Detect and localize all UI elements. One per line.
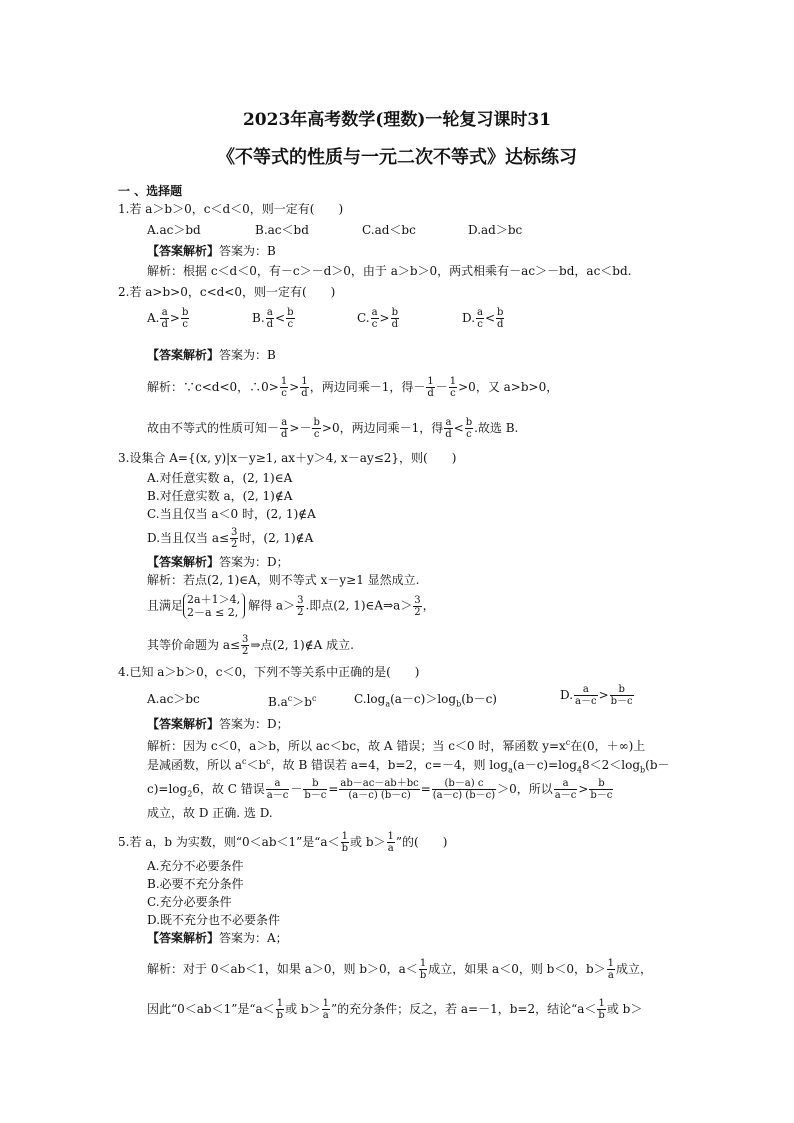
q4-option-c: $C.\log_a(a-c)>\log_b(b-c)$ — [354, 692, 497, 709]
q3-answer: 【答案解析】答案为：D； — [147, 555, 289, 569]
q5-stem: 5.若 a，b 为实数，则“0＜ab＜1”是“a＜ $\frac{1}{b}$ 或 b＞ $\frac{1}{a}$ ”的( ) — [118, 831, 448, 854]
q3-option-a: A.对任意实数 a，(2, 1)∈A — [147, 471, 293, 485]
q2-option-c: C. $\frac{a}{c}$ > $\frac{b}{d}$ — [357, 307, 399, 330]
q5-option-a: A.充分不必要条件 — [147, 859, 244, 873]
q3-option-b: B.对任意实数 a，(2, 1)∉A — [147, 489, 293, 503]
q4-explanation-1: 解析：因为 c＜0，a＞b，所以 ac＜bc，故 A 错误；当 c＜0 时，幂函数 $y=x^c$在(0，＋∞)上 — [147, 738, 646, 753]
q3-option-c: C.当且仅当 a＜0 时，(2, 1)∉A — [147, 507, 316, 521]
q4-option-a: A.ac＞bc — [147, 692, 200, 706]
q1-stem: 1.若 a＞b＞0，c＜d＜0，则一定有( ) — [118, 202, 344, 216]
section-heading: 一 、选择题 — [118, 184, 183, 198]
q5-explanation-1: 解析：对于 0＜ab＜1，如果 a＞0，则 b＞0，a＜ $\frac{1}{b}$ 成立，如果 a＜0，则 b＜0，b＞ $\frac{1}{a}$ 成立， — [147, 958, 653, 981]
q2-answer: 【答案解析】答案为：B — [147, 348, 276, 362]
q5-explanation-2: 因此“0＜ab＜1”是“a＜ $\frac{1}{b}$ 或 b＞ $\frac{1}{a}$ ”的充分条件；反之，若 a=－1，b=2，结论“a＜ $\frac{1}{b}$ 或 b＞ — [147, 998, 643, 1021]
q2-stem: 2.若 a>b>0，c<d<0，则一定有( ) — [118, 285, 336, 299]
q2-explanation-2: 故由不等式的性质可知－ $\frac{a}{d}$ >－ $\frac{b}{c}$ >0，两边同乘－1，得 $\frac{a}{d}$ < $\frac{b}{c}$ .故选 B. — [147, 417, 519, 440]
q5-option-c: C.充分必要条件 — [147, 895, 232, 909]
q1-option-d: D.ad＞bc — [468, 223, 523, 237]
q1-answer — [147, 243, 276, 259]
q2-option-a: A. $\frac{a}{d}$ > $\frac{b}{c}$ — [147, 307, 189, 330]
q4-explanation-4: 成立，故 D 正确. 选 D. — [147, 806, 273, 820]
page-subtitle: 《不等式的性质与一元二次不等式》达标练习 — [217, 147, 577, 168]
q4-option-d: D. $\frac{a}{a-c}$ > $\frac{b}{b-c}$ — [560, 684, 633, 707]
q3-explanation-3: 其等价命题为 a≤ $\frac{3}{2}$ ⇒点(2, 1)∉A 成立. — [147, 634, 354, 657]
q1-option-a: A.ac＞bd — [147, 223, 201, 237]
q4-stem: 4.已知 a＞b＞0，c＜0，下列不等关系中正确的是( ) — [118, 665, 420, 679]
answer-text: 答案为：B — [219, 244, 276, 258]
q3-explanation-1: 解析：若点(2, 1)∈A，则不等式 x－y≥1 显然成立. — [147, 573, 420, 587]
answer-tag: 【答案解析】 — [147, 244, 220, 258]
q1-option-b: B.ac＜bd — [255, 223, 309, 237]
q3-option-d: D.当且仅当 a≤ $\frac{3}{2}$ 时，(2, 1)∉A — [147, 527, 314, 550]
q4-explanation-2: 是减函数，所以 $a^c<b^c$，故 B 错误若 a=4，b=2，c=－4，则 $\log_a(a-c)=\log_48<2<\log_b(b-$ — [147, 757, 670, 775]
q1-option-c: C.ad＜bc — [362, 223, 416, 237]
q5-option-b: B.必要不充分条件 — [147, 877, 244, 891]
q5-answer: 【答案解析】答案为：A； — [147, 931, 288, 945]
q2-option-d: D. $\frac{a}{c}$ < $\frac{b}{d}$ — [462, 307, 504, 330]
q4-option-b: $B.a^c>b^c$ — [268, 694, 317, 709]
q4-explanation-3: $c)=\log_26$，故 C 错误 $\frac{a}{a-c}$ － $\frac{b}{b-c}$ = $\frac{ab-ac-ab+bc}{(a-c) (b-c)}$ = $\frac{(b-a) c}{(a-c) (b-c)}$ ＞0，所以 $\frac{a}{a-c}$ > $\frac{b}{b-c}$ — [147, 778, 613, 801]
page-title: 2023年高考数学(理数)一轮复习课时31 — [242, 110, 552, 130]
q5-option-d: D.既不充分也不必要条件 — [147, 913, 281, 927]
q3-stem: 3.设集合 A={(x, y)|x－y≥1, ax＋y＞4, x－ay≤2}，则( ) — [118, 451, 457, 465]
q2-option-b: B. $\frac{a}{d}$ < $\frac{b}{c}$ — [252, 307, 294, 330]
q2-explanation-1: 解析：∵c<d<0，∴0> $\frac{1}{c}$ > $\frac{1}{d}$ ，两边同乘－1，得－ $\frac{1}{d}$ － $\frac{1}{c}$ >0，又 a>b>0， — [147, 376, 559, 399]
q1-explanation: 解析：根据 c＜d＜0，有－c＞－d＞0，由于 a＞b＞0，两式相乘有－ac＞－bd，ac＜bd. — [147, 264, 632, 278]
q3-explanation-2: 且满足 2a＋1＞4, 2－a ≤ 2, 解得 a＞ $\frac{3}{2}$ .即点(2, 1)∈A⇒a＞ $\frac{3}{2}$ ， — [147, 593, 435, 619]
q4-answer: 【答案解析】答案为：D； — [147, 717, 289, 731]
